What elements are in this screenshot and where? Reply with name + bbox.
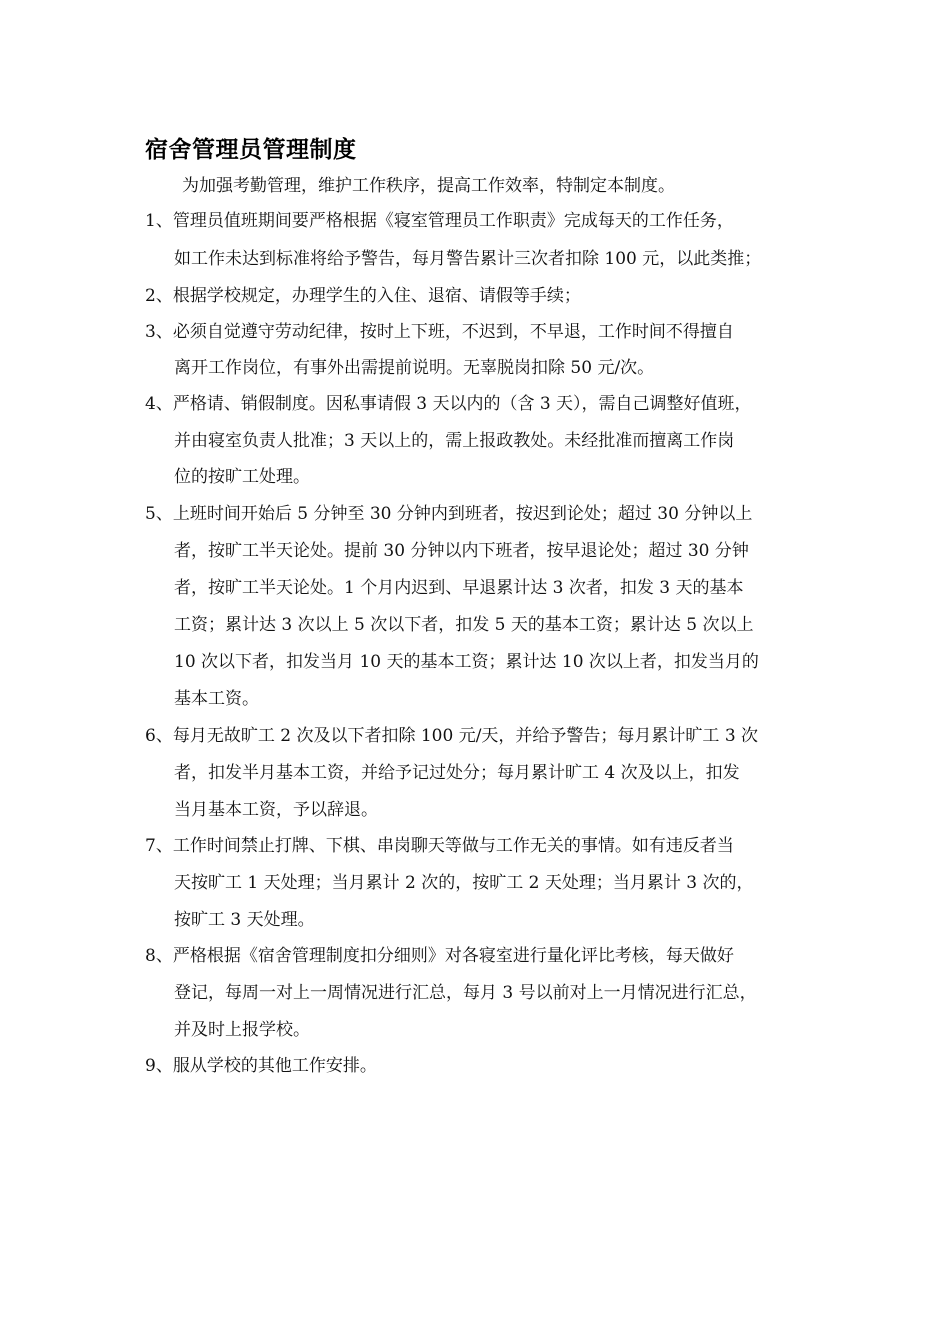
item-1-line-1: 1、管理员值班期间要严格根据《寝室管理员工作职责》完成每天的工作任务， bbox=[145, 211, 734, 231]
item-4-line-2: 并由寝室负责人批准；3 天以上的，需上报政教处。未经批准而擅离工作岗 bbox=[174, 431, 735, 451]
item-4-line-3: 位的按旷工处理。 bbox=[174, 467, 310, 487]
item-9-line-1: 9、服从学校的其他工作安排。 bbox=[145, 1056, 377, 1076]
item-7-line-1: 7、工作时间禁止打牌、下棋、串岗聊天等做与工作无关的事情。如有违反者当 bbox=[145, 836, 734, 856]
item-6-line-2: 者，扣发半月基本工资，并给予记过处分；每月累计旷工 4 次及以上，扣发 bbox=[174, 763, 740, 783]
item-5-line-1: 5、上班时间开始后 5 分钟至 30 分钟内到班者，按迟到论处；超过 30 分钟以上 bbox=[145, 504, 753, 524]
item-5-line-5: 10 次以下者，扣发当月 10 天的基本工资；累计达 10 次以上者，扣发当月的 bbox=[174, 652, 759, 672]
item-3-line-1: 3、必须自觉遵守劳动纪律，按时上下班，不迟到，不早退，工作时间不得擅自 bbox=[145, 322, 734, 342]
item-5-line-4: 工资；累计达 3 次以上 5 次以下者，扣发 5 天的基本工资；累计达 5 次以上 bbox=[174, 615, 754, 635]
item-8-line-1: 8、严格根据《宿舍管理制度扣分细则》对各寝室进行量化评比考核，每天做好 bbox=[145, 946, 734, 966]
item-5-line-2: 者，按旷工半天论处。提前 30 分钟以内下班者，按早退论处；超过 30 分钟 bbox=[174, 541, 749, 561]
item-5-line-6: 基本工资。 bbox=[174, 689, 259, 709]
item-6-line-3: 当月基本工资，予以辞退。 bbox=[174, 800, 378, 820]
item-6-line-1: 6、每月无故旷工 2 次及以下者扣除 100 元/天，并给予警告；每月累计旷工 3 次 bbox=[145, 726, 759, 746]
item-7-line-3: 按旷工 3 天处理。 bbox=[174, 910, 315, 930]
item-8-line-3: 并及时上报学校。 bbox=[174, 1020, 310, 1040]
item-7-line-2: 天按旷工 1 天处理；当月累计 2 次的，按旷工 2 天处理；当月累计 3 次的， bbox=[174, 873, 754, 893]
item-2-line-1: 2、根据学校规定，办理学生的入住、退宿、请假等手续； bbox=[145, 286, 581, 306]
item-3-line-2: 离开工作岗位，有事外出需提前说明。无辜脱岗扣除 50 元/次。 bbox=[174, 358, 655, 378]
item-4-line-1: 4、严格请、销假制度。因私事请假 3 天以内的（含 3 天），需自己调整好值班， bbox=[145, 394, 752, 414]
intro-paragraph: 为加强考勤管理，维护工作秩序，提高工作效率，特制定本制度。 bbox=[182, 176, 675, 196]
document-title: 宿舍管理员管理制度 bbox=[145, 137, 357, 163]
item-8-line-2: 登记，每周一对上一周情况进行汇总，每月 3 号以前对上一月情况进行汇总， bbox=[174, 983, 757, 1003]
item-1-line-2: 如工作未达到标准将给予警告，每月警告累计三次者扣除 100 元，以此类推； bbox=[174, 249, 762, 269]
item-5-line-3: 者，按旷工半天论处。1 个月内迟到、早退累计达 3 次者，扣发 3 天的基本 bbox=[174, 578, 744, 598]
